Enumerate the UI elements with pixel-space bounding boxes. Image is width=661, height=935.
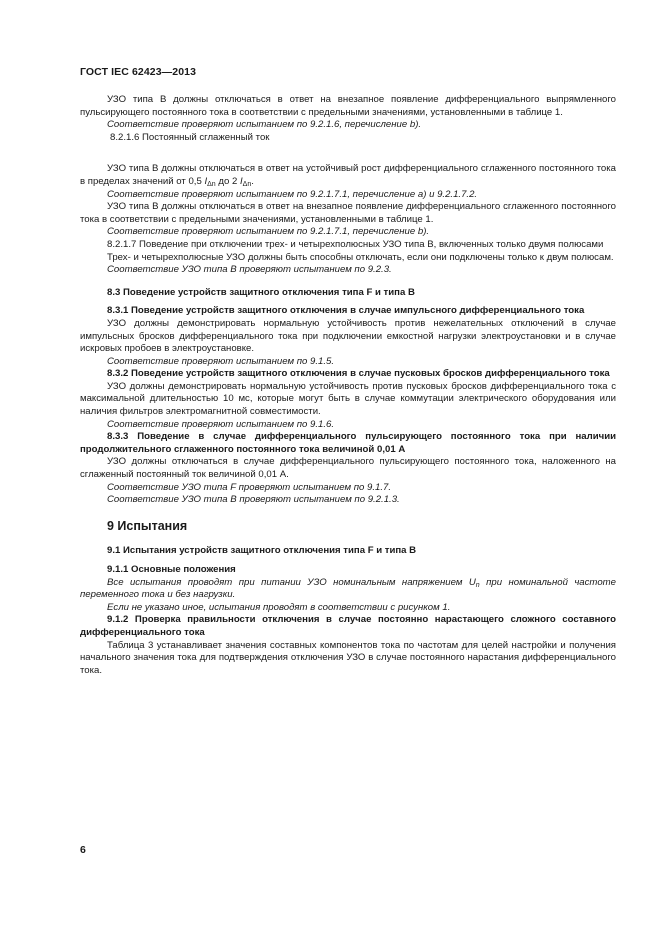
compliance-note: Соответствие проверяют испытанием по 9.1.5.	[107, 355, 334, 367]
clause-heading: 8.2.1.7 Поведение при отключении трех- и четырехполюсных УЗО типа В, включенных только двумя полюсами	[107, 238, 604, 250]
document-header: ГОСТ IEC 62423—2013	[80, 66, 197, 78]
paragraph: Все испытания проводят при питании УЗО номинальным напряжением $U_n$ при номинальной частоте переменного тока и без нагрузки.	[80, 576, 616, 601]
page-content	[80, 94, 616, 677]
compliance-note: Соответствие УЗО типа В проверяют испытанием по 9.2.3.	[107, 264, 392, 276]
section-heading-9-1: 9.1 Испытания устройств защитного отключения типа F и типа В	[107, 545, 417, 557]
section-heading-8-3-1: 8.3.1 Поведение устройств защитного отключения в случае импульсного дифференциального тока	[107, 305, 585, 317]
section-heading-9-1-2: 9.1.2 Проверка правильности отключения в случае постоянно нарастающего сложного составного дифференциального тока	[80, 614, 616, 638]
compliance-note: Соответствие проверяют испытанием по 9.2.1.7.1, перечисление a) и 9.2.1.7.2.	[107, 188, 478, 200]
section-heading-9-1-1: 9.1.1 Основные положения	[107, 564, 236, 575]
paragraph: УЗО должны отключаться в случае дифференциального пульсирующего постоянного тока, наложенного на сглаженный постоянный ток величиной 0,01 А.	[80, 456, 616, 481]
compliance-note: Соответствие УЗО типа В проверяют испытанием по 9.2.1.3.	[107, 494, 400, 506]
compliance-note: Соответствие УЗО типа F проверяют испытанием по 9.1.7.	[107, 481, 392, 493]
page-number: 6	[80, 844, 86, 856]
paragraph: Если не указано иное, испытания проводят в соответствии с рисунком 1.	[107, 601, 451, 613]
paragraph: УЗО типа В должны отключаться в ответ на устойчивый рост дифференциального сглаженного постоянного тока в пределах значений от 0,5 $I_{\Delta n}$ до 2 $I_{\Delta n}$.	[80, 163, 616, 188]
paragraph: УЗО типа В должны отключаться в ответ на внезапное появление дифференциального выпрямленного пульсирующего постоянного тока в соответствии с предельными значениями, установленными в таблице 1.	[80, 94, 616, 118]
paragraph: УЗО типа В должны отключаться в ответ на внезапное появление дифференциального сглаженного постоянного тока в соответствии с предельными значениями, установленными в таблице 1.	[80, 201, 616, 225]
compliance-note: Соответствие проверяют испытанием по 9.1.6.	[107, 418, 334, 430]
clause-heading: 8.2.1.6 Постоянный сглаженный ток	[110, 131, 270, 143]
section-heading-8-3-3: 8.3.3 Поведение в случае дифференциального пульсирующего постоянного тока при наличии продолжительного сглаженного постоянного тока величиной 0,01 А	[80, 431, 616, 455]
section-heading-9: 9 Испытания	[107, 518, 188, 533]
paragraph: УЗО должны демонстрировать нормальную устойчивость против нежелательных отключений в случае импульсных бросков дифференциального тока при подключении емкостной нагрузки электроустановки и в случае искровых пробоев в электроустановке.	[80, 317, 616, 355]
section-heading-8-3: 8.3 Поведение устройств защитного отключения типа F и типа В	[107, 286, 415, 298]
paragraph: УЗО должны демонстрировать нормальную устойчивость против пусковых бросков дифференциального тока с максимальной длительностью 10 мс, которые могут быть в случае коммутации электрического оборудования или наличия фильтров электромагнитной совместимости.	[80, 380, 616, 418]
section-heading-8-3-2: 8.3.2 Поведение устройств защитного отключения в случае пусковых бросков дифференциального тока	[107, 368, 610, 380]
paragraph: Таблица 3 устанавливает значения составных компонентов тока по частотам для целей настройки и получения начального значения тока для подтверждения отключения УЗО в случае постоянного нарастания дифференциального тока.	[80, 639, 616, 676]
paragraph: Трех- и четырехполюсные УЗО должны быть способны отключать, если они подключены только к двум полюсам.	[107, 251, 614, 263]
compliance-note: Соответствие проверяют испытанием по 9.2.1.6, перечисление b).	[107, 119, 422, 131]
compliance-note: Соответствие проверяют испытанием по 9.2.1.7.1, перечисление b).	[107, 226, 430, 238]
